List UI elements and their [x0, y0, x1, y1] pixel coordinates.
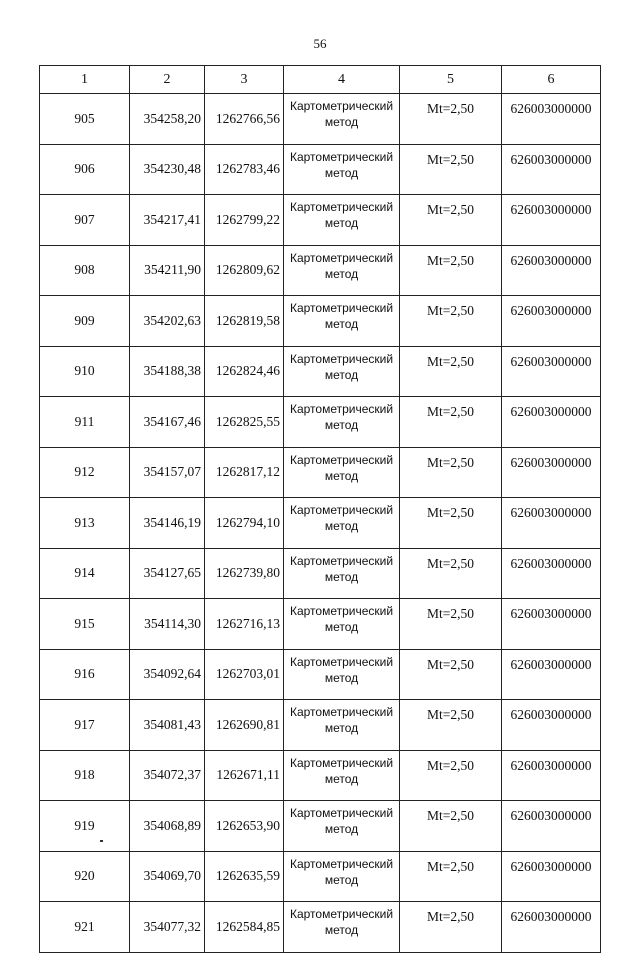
accuracy-cell: Mt=2,50 [400, 397, 502, 448]
table-row [40, 801, 601, 852]
point-number-cell: 916 [40, 649, 130, 700]
method-cell: Картометрический метод [284, 700, 400, 751]
code-cell: 626003000000 [502, 195, 601, 246]
method-cell: Картометрический метод [284, 649, 400, 700]
point-number-cell: 906 [40, 144, 130, 195]
point-number-cell: 912 [40, 447, 130, 498]
code-cell: 626003000000 [502, 447, 601, 498]
code-cell: 626003000000 [502, 700, 601, 751]
point-number-cell: 909 [40, 296, 130, 347]
y-coordinate-cell: 1262794,10 [205, 498, 284, 549]
y-coordinate-cell: 1262783,46 [205, 144, 284, 195]
column-header-6: 6 [502, 66, 601, 94]
code-cell: 626003000000 [502, 649, 601, 700]
table-row [40, 750, 601, 801]
point-number-cell: 915 [40, 599, 130, 650]
table-row [40, 902, 601, 953]
y-coordinate-cell: 1262824,46 [205, 346, 284, 397]
x-coordinate-cell: 354167,46 [130, 397, 205, 448]
code-cell: 626003000000 [502, 801, 601, 852]
x-coordinate-cell: 354146,19 [130, 498, 205, 549]
x-coordinate-cell: 354072,37 [130, 750, 205, 801]
method-cell: Картометрический метод [284, 498, 400, 549]
point-number-cell: 911 [40, 397, 130, 448]
table-row [40, 498, 601, 549]
code-cell: 626003000000 [502, 397, 601, 448]
point-number-cell: 918 [40, 750, 130, 801]
y-coordinate-cell: 1262584,85 [205, 902, 284, 953]
point-number-cell: 907 [40, 195, 130, 246]
accuracy-cell: Mt=2,50 [400, 94, 502, 145]
accuracy-cell: Mt=2,50 [400, 851, 502, 902]
accuracy-cell: Mt=2,50 [400, 498, 502, 549]
table-row [40, 144, 601, 195]
code-cell: 626003000000 [502, 245, 601, 296]
method-cell: Картометрический метод [284, 750, 400, 801]
code-cell: 626003000000 [502, 851, 601, 902]
table-row [40, 195, 601, 246]
method-cell: Картометрический метод [284, 346, 400, 397]
x-coordinate-cell: 354081,43 [130, 700, 205, 751]
code-cell: 626003000000 [502, 296, 601, 347]
method-cell: Картометрический метод [284, 195, 400, 246]
point-number-cell: 921 [40, 902, 130, 953]
table-row [40, 94, 601, 145]
table-row [40, 296, 601, 347]
column-header-4: 4 [284, 66, 400, 94]
table-row [40, 700, 601, 751]
point-number-cell: 913 [40, 498, 130, 549]
y-coordinate-cell: 1262825,55 [205, 397, 284, 448]
method-cell: Картометрический метод [284, 296, 400, 347]
x-coordinate-cell: 354127,65 [130, 548, 205, 599]
accuracy-cell: Mt=2,50 [400, 649, 502, 700]
y-coordinate-cell: 1262635,59 [205, 851, 284, 902]
column-header-5: 5 [400, 66, 502, 94]
table-row [40, 346, 601, 397]
y-coordinate-cell: 1262819,58 [205, 296, 284, 347]
x-coordinate-cell: 354157,07 [130, 447, 205, 498]
code-cell: 626003000000 [502, 750, 601, 801]
accuracy-cell: Mt=2,50 [400, 548, 502, 599]
accuracy-cell: Mt=2,50 [400, 296, 502, 347]
code-cell: 626003000000 [502, 346, 601, 397]
point-number-cell: 917 [40, 700, 130, 751]
column-header-3: 3 [205, 66, 284, 94]
point-number-cell: 920 [40, 851, 130, 902]
accuracy-cell: Mt=2,50 [400, 801, 502, 852]
x-coordinate-cell: 354258,20 [130, 94, 205, 145]
point-number-cell: 914 [40, 548, 130, 599]
code-cell: 626003000000 [502, 548, 601, 599]
y-coordinate-cell: 1262703,01 [205, 649, 284, 700]
code-cell: 626003000000 [502, 498, 601, 549]
point-number-cell: 908 [40, 245, 130, 296]
accuracy-cell: Mt=2,50 [400, 245, 502, 296]
method-cell: Картометрический метод [284, 397, 400, 448]
stray-mark [100, 840, 103, 842]
point-number-cell: 919 [40, 801, 130, 852]
table-body [40, 94, 601, 953]
accuracy-cell: Mt=2,50 [400, 195, 502, 246]
method-cell: Картометрический метод [284, 548, 400, 599]
code-cell: 626003000000 [502, 94, 601, 145]
code-cell: 626003000000 [502, 144, 601, 195]
method-cell: Картометрический метод [284, 851, 400, 902]
table-row [40, 599, 601, 650]
y-coordinate-cell: 1262671,11 [205, 750, 284, 801]
method-cell: Картометрический метод [284, 447, 400, 498]
code-cell: 626003000000 [502, 902, 601, 953]
accuracy-cell: Mt=2,50 [400, 447, 502, 498]
method-cell: Картометрический метод [284, 599, 400, 650]
table-row [40, 851, 601, 902]
y-coordinate-cell: 1262716,13 [205, 599, 284, 650]
x-coordinate-cell: 354069,70 [130, 851, 205, 902]
page-number: 56 [313, 36, 327, 51]
x-coordinate-cell: 354211,90 [130, 245, 205, 296]
x-coordinate-cell: 354217,41 [130, 195, 205, 246]
table-row [40, 649, 601, 700]
y-coordinate-cell: 1262766,56 [205, 94, 284, 145]
method-cell: Картометрический метод [284, 94, 400, 145]
x-coordinate-cell: 354202,63 [130, 296, 205, 347]
point-number-cell: 910 [40, 346, 130, 397]
column-header-1: 1 [40, 66, 130, 94]
accuracy-cell: Mt=2,50 [400, 599, 502, 650]
x-coordinate-cell: 354077,32 [130, 902, 205, 953]
table-row [40, 548, 601, 599]
accuracy-cell: Mt=2,50 [400, 902, 502, 953]
header-row [40, 66, 601, 94]
y-coordinate-cell: 1262817,12 [205, 447, 284, 498]
table-row [40, 447, 601, 498]
accuracy-cell: Mt=2,50 [400, 346, 502, 397]
column-header-2: 2 [130, 66, 205, 94]
x-coordinate-cell: 354092,64 [130, 649, 205, 700]
method-cell: Картометрический метод [284, 245, 400, 296]
method-cell: Картометрический метод [284, 144, 400, 195]
table-row [40, 245, 601, 296]
coordinates-table [39, 65, 601, 953]
table-row [40, 397, 601, 448]
method-cell: Картометрический метод [284, 801, 400, 852]
accuracy-cell: Mt=2,50 [400, 750, 502, 801]
y-coordinate-cell: 1262690,81 [205, 700, 284, 751]
accuracy-cell: Mt=2,50 [400, 144, 502, 195]
x-coordinate-cell: 354188,38 [130, 346, 205, 397]
y-coordinate-cell: 1262809,62 [205, 245, 284, 296]
accuracy-cell: Mt=2,50 [400, 700, 502, 751]
y-coordinate-cell: 1262653,90 [205, 801, 284, 852]
point-number-cell: 905 [40, 94, 130, 145]
x-coordinate-cell: 354230,48 [130, 144, 205, 195]
code-cell: 626003000000 [502, 599, 601, 650]
method-cell: Картометрический метод [284, 902, 400, 953]
x-coordinate-cell: 354114,30 [130, 599, 205, 650]
x-coordinate-cell: 354068,89 [130, 801, 205, 852]
y-coordinate-cell: 1262799,22 [205, 195, 284, 246]
y-coordinate-cell: 1262739,80 [205, 548, 284, 599]
